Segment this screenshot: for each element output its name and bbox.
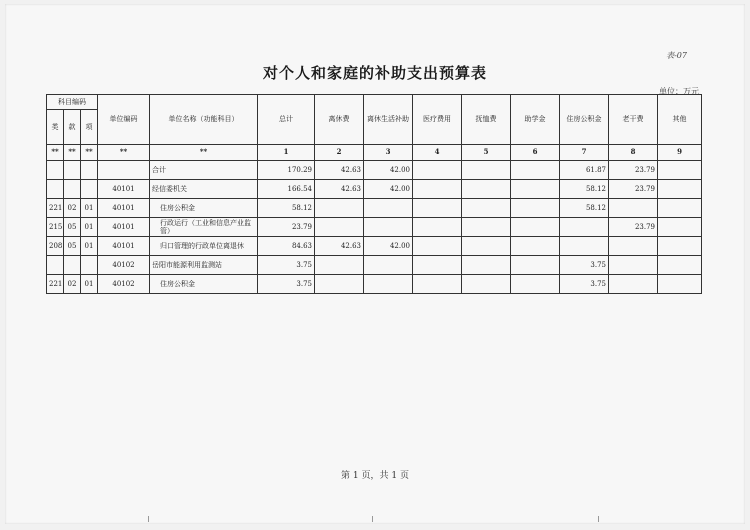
index-cell: 6: [511, 145, 560, 161]
total-cell: 3.75: [258, 275, 315, 294]
housing-fund-cell: [560, 218, 609, 237]
kuan-cell: [64, 161, 81, 180]
scholarship-cell: [511, 199, 560, 218]
veteran-cadre-fee-cell: [609, 256, 658, 275]
medical-expense-cell: [413, 199, 462, 218]
retirement-living-allowance-cell: [364, 199, 413, 218]
unit-label: 单位：万元: [659, 87, 699, 96]
unit-name-cell: 住房公积金: [150, 275, 258, 294]
scholarship-cell: [511, 180, 560, 199]
budget-table: [46, 94, 702, 294]
lei-cell: [47, 256, 64, 275]
retirement-fee-header: 离休费: [315, 95, 364, 145]
total-cell: 3.75: [258, 256, 315, 275]
lei-cell: 221: [47, 275, 64, 294]
scan-artifact: [598, 516, 599, 522]
index-cell: **: [81, 145, 98, 161]
scan-artifact: [148, 516, 149, 522]
xiang-cell: 01: [81, 218, 98, 237]
medical-expense-cell: [413, 218, 462, 237]
index-cell: 8: [609, 145, 658, 161]
medical-expense-cell: [413, 237, 462, 256]
kuan-cell: 05: [64, 237, 81, 256]
index-cell: **: [64, 145, 81, 161]
unit-code-cell: 40101: [98, 180, 150, 199]
total-header: 总计: [258, 95, 315, 145]
unit-name-cell: 行政运行（工业和信息产业监管）: [150, 218, 258, 237]
retirement-fee-cell: 42.63: [315, 237, 364, 256]
pension-cell: [462, 180, 511, 199]
housing-fund-cell: [560, 237, 609, 256]
medical-expense-header: 医疗费用: [413, 95, 462, 145]
lei-cell: [47, 161, 64, 180]
pension-cell: [462, 161, 511, 180]
retirement-fee-cell: [315, 199, 364, 218]
veteran-cadre-fee-cell: 23.79: [609, 218, 658, 237]
subject-code-header: 科目编码: [47, 95, 98, 110]
unit-code-cell: [98, 161, 150, 180]
retirement-living-allowance-cell: [364, 218, 413, 237]
medical-expense-cell: [413, 161, 462, 180]
retirement-living-allowance-cell: [364, 275, 413, 294]
unit-name-cell: 归口管理的行政单位离退休: [150, 237, 258, 256]
pension-cell: [462, 218, 511, 237]
xiang-cell: [81, 256, 98, 275]
lei-cell: [47, 180, 64, 199]
unit-name-cell: 合计: [150, 161, 258, 180]
scholarship-cell: [511, 161, 560, 180]
kuan-cell: [64, 180, 81, 199]
xiang-cell: [81, 180, 98, 199]
unit-code-cell: 40102: [98, 256, 150, 275]
unit-code-header: 单位编码: [98, 95, 150, 145]
index-cell: 9: [658, 145, 702, 161]
lei-cell: 208: [47, 237, 64, 256]
form-number: 表-07: [666, 51, 687, 60]
veteran-cadre-fee-cell: [609, 237, 658, 256]
unit-name-cell: 岳阳市能源利用监测站: [150, 256, 258, 275]
other-cell: [658, 256, 702, 275]
pension-cell: [462, 199, 511, 218]
retirement-fee-cell: [315, 218, 364, 237]
retirement-living-allowance-cell: 42.00: [364, 180, 413, 199]
veteran-cadre-fee-cell: [609, 199, 658, 218]
pension-header: 抚恤费: [462, 95, 511, 145]
table-row: [47, 275, 702, 294]
page-footer: 第 1 页，共 1 页: [341, 471, 409, 481]
retirement-fee-cell: [315, 256, 364, 275]
veteran-cadre-fee-header: 老干费: [609, 95, 658, 145]
veteran-cadre-fee-cell: 23.79: [609, 161, 658, 180]
other-cell: [658, 161, 702, 180]
index-cell: 3: [364, 145, 413, 161]
index-cell: 5: [462, 145, 511, 161]
page-title: 对个人和家庭的补助支出预算表: [262, 64, 487, 82]
kuan-cell: 02: [64, 199, 81, 218]
scholarship-header: 助学金: [511, 95, 560, 145]
column-index-row: [47, 145, 702, 161]
index-cell: 7: [560, 145, 609, 161]
total-cell: 84.63: [258, 237, 315, 256]
other-header: 其他: [658, 95, 702, 145]
scholarship-cell: [511, 275, 560, 294]
housing-fund-cell: 58.12: [560, 180, 609, 199]
retirement-living-allowance-cell: 42.00: [364, 237, 413, 256]
index-cell: 1: [258, 145, 315, 161]
total-cell: 170.29: [258, 161, 315, 180]
other-cell: [658, 199, 702, 218]
table-row: [47, 237, 702, 256]
xiang-cell: 01: [81, 199, 98, 218]
table-row: [47, 256, 702, 275]
retirement-living-allowance-header: 离休生活补助: [364, 95, 413, 145]
lei-cell: 215: [47, 218, 64, 237]
table-row: [47, 161, 702, 180]
kuan-cell: 02: [64, 275, 81, 294]
total-cell: 58.12: [258, 199, 315, 218]
other-cell: [658, 237, 702, 256]
index-cell: 4: [413, 145, 462, 161]
xiang-cell: 01: [81, 275, 98, 294]
veteran-cadre-fee-cell: [609, 275, 658, 294]
index-cell: 2: [315, 145, 364, 161]
xiang-cell: [81, 161, 98, 180]
table-row: [47, 218, 702, 237]
xiang-header: 项: [81, 110, 98, 145]
xiang-cell: 01: [81, 237, 98, 256]
housing-fund-cell: 58.12: [560, 199, 609, 218]
housing-fund-cell: 3.75: [560, 256, 609, 275]
other-cell: [658, 180, 702, 199]
index-cell: **: [47, 145, 64, 161]
unit-code-cell: 40101: [98, 199, 150, 218]
kuan-cell: 05: [64, 218, 81, 237]
unit-code-cell: 40101: [98, 237, 150, 256]
index-cell: **: [150, 145, 258, 161]
housing-fund-cell: 61.87: [560, 161, 609, 180]
medical-expense-cell: [413, 180, 462, 199]
unit-code-cell: 40101: [98, 218, 150, 237]
kuan-header: 款: [64, 110, 81, 145]
total-cell: 23.79: [258, 218, 315, 237]
other-cell: [658, 218, 702, 237]
pension-cell: [462, 237, 511, 256]
medical-expense-cell: [413, 275, 462, 294]
pension-cell: [462, 275, 511, 294]
medical-expense-cell: [413, 256, 462, 275]
scan-artifact: [372, 516, 373, 522]
pension-cell: [462, 256, 511, 275]
veteran-cadre-fee-cell: 23.79: [609, 180, 658, 199]
housing-fund-cell: 3.75: [560, 275, 609, 294]
scholarship-cell: [511, 256, 560, 275]
unit-code-cell: 40102: [98, 275, 150, 294]
scholarship-cell: [511, 218, 560, 237]
housing-fund-header: 住房公积金: [560, 95, 609, 145]
lei-cell: 221: [47, 199, 64, 218]
retirement-living-allowance-cell: [364, 256, 413, 275]
retirement-fee-cell: 42.63: [315, 161, 364, 180]
unit-name-cell: 经信委机关: [150, 180, 258, 199]
other-cell: [658, 275, 702, 294]
unit-name-cell: 住房公积金: [150, 199, 258, 218]
retirement-fee-cell: [315, 275, 364, 294]
scholarship-cell: [511, 237, 560, 256]
lei-header: 类: [47, 110, 64, 145]
table-row: [47, 180, 702, 199]
table-row: [47, 199, 702, 218]
index-cell: **: [98, 145, 150, 161]
kuan-cell: [64, 256, 81, 275]
retirement-fee-cell: 42.63: [315, 180, 364, 199]
retirement-living-allowance-cell: 42.00: [364, 161, 413, 180]
total-cell: 166.54: [258, 180, 315, 199]
unit-name-header: 单位名称（功能科目）: [150, 95, 258, 145]
